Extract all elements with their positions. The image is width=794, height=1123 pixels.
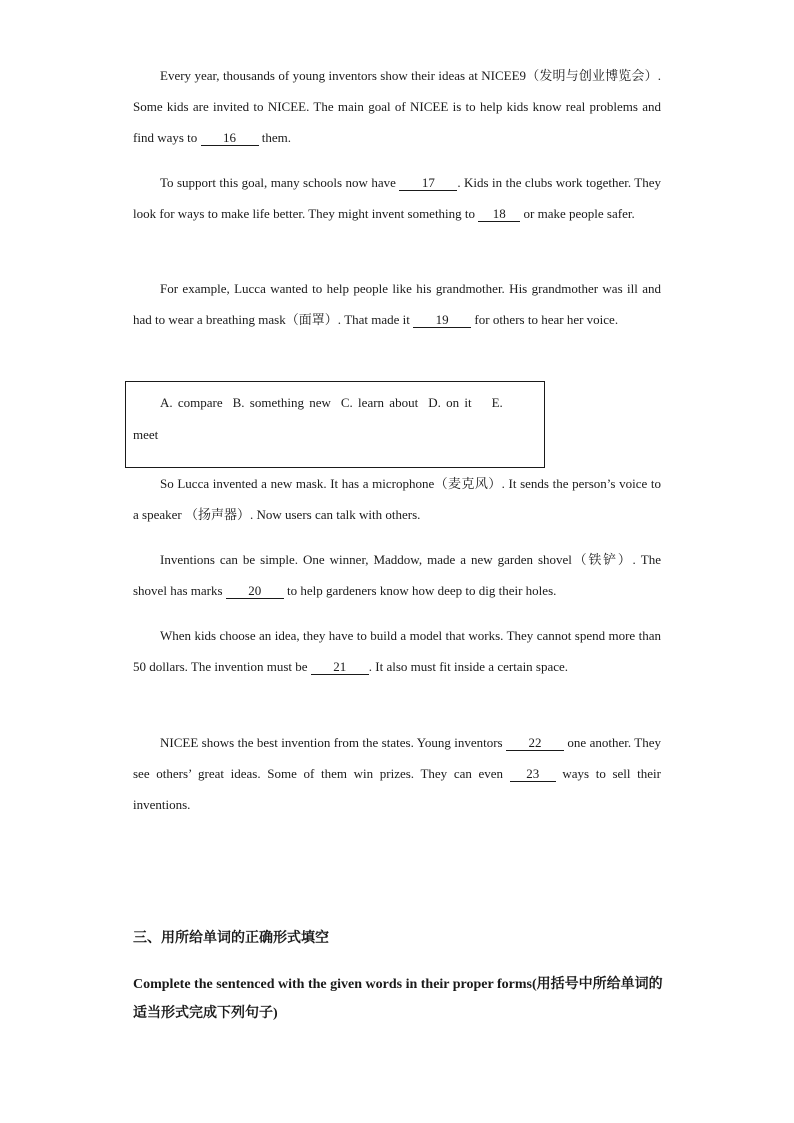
blank-20[interactable]: 20 bbox=[226, 583, 284, 599]
blank-21[interactable]: 21 bbox=[311, 659, 369, 675]
paragraph-1: Every year, thousands of young inventors show their ideas at NICEE9（发明与创业博览会）. Some kids are invited to NICEE. The main goal of NICEE is to help kids know real problems and find ways to 16 them. bbox=[133, 68, 661, 145]
paragraph-6: When kids choose an idea, they have to build a model that works. They cannot spend more than 50 dollars. The invention must be 21 . It also must fit inside a certain space. bbox=[133, 628, 661, 674]
option-e: E. meet bbox=[133, 395, 503, 442]
blank-18[interactable]: 18 bbox=[478, 206, 520, 222]
paragraph-2: To support this goal, many schools now have 17 . Kids in the clubs work together. They look for ways to make life better. They might invent something to 18 or make people safer. bbox=[133, 175, 662, 221]
blank-16[interactable]: 16 bbox=[201, 130, 259, 146]
blank-19[interactable]: 19 bbox=[413, 312, 471, 328]
blank-23[interactable]: 23 bbox=[510, 766, 556, 782]
option-a: A. compare bbox=[160, 395, 223, 410]
option-b: B. something new bbox=[232, 395, 331, 410]
section-instruction: Complete the sentenced with the given words in their proper forms(用括号中所给单词的适当形式完成下列句子) bbox=[133, 977, 663, 1021]
paragraph-3: For example, Lucca wanted to help people like his grandmother. His grandmother was ill and had to wear a breathing mask（面罩）. That made it 19 for others to hear her voice. bbox=[133, 281, 661, 327]
word-bank-options bbox=[133, 387, 538, 451]
blank-22[interactable]: 22 bbox=[506, 735, 564, 751]
paragraph-4: So Lucca invented a new mask. It has a microphone（麦克风）. It sends the person’s voice to a speaker （扬声器）. Now users can talk with others. bbox=[133, 476, 661, 522]
paragraph-5: Inventions can be simple. One winner, Maddow, made a new garden shovel（铁铲）. The shovel has marks 20 to help gardeners know how deep to dig their holes. bbox=[133, 552, 661, 598]
option-d: D. on it bbox=[428, 395, 472, 410]
paragraph-7: NICEE shows the best invention from the states. Young inventors 22 one another. They see others’ great ideas. Some of them win prizes. They can even 23 ways to sell their inventions. bbox=[133, 735, 661, 812]
option-c: C. learn about bbox=[340, 395, 419, 410]
blank-17[interactable]: 17 bbox=[399, 175, 457, 191]
section-heading: 三、用所给单词的正确形式填空 bbox=[133, 930, 329, 946]
